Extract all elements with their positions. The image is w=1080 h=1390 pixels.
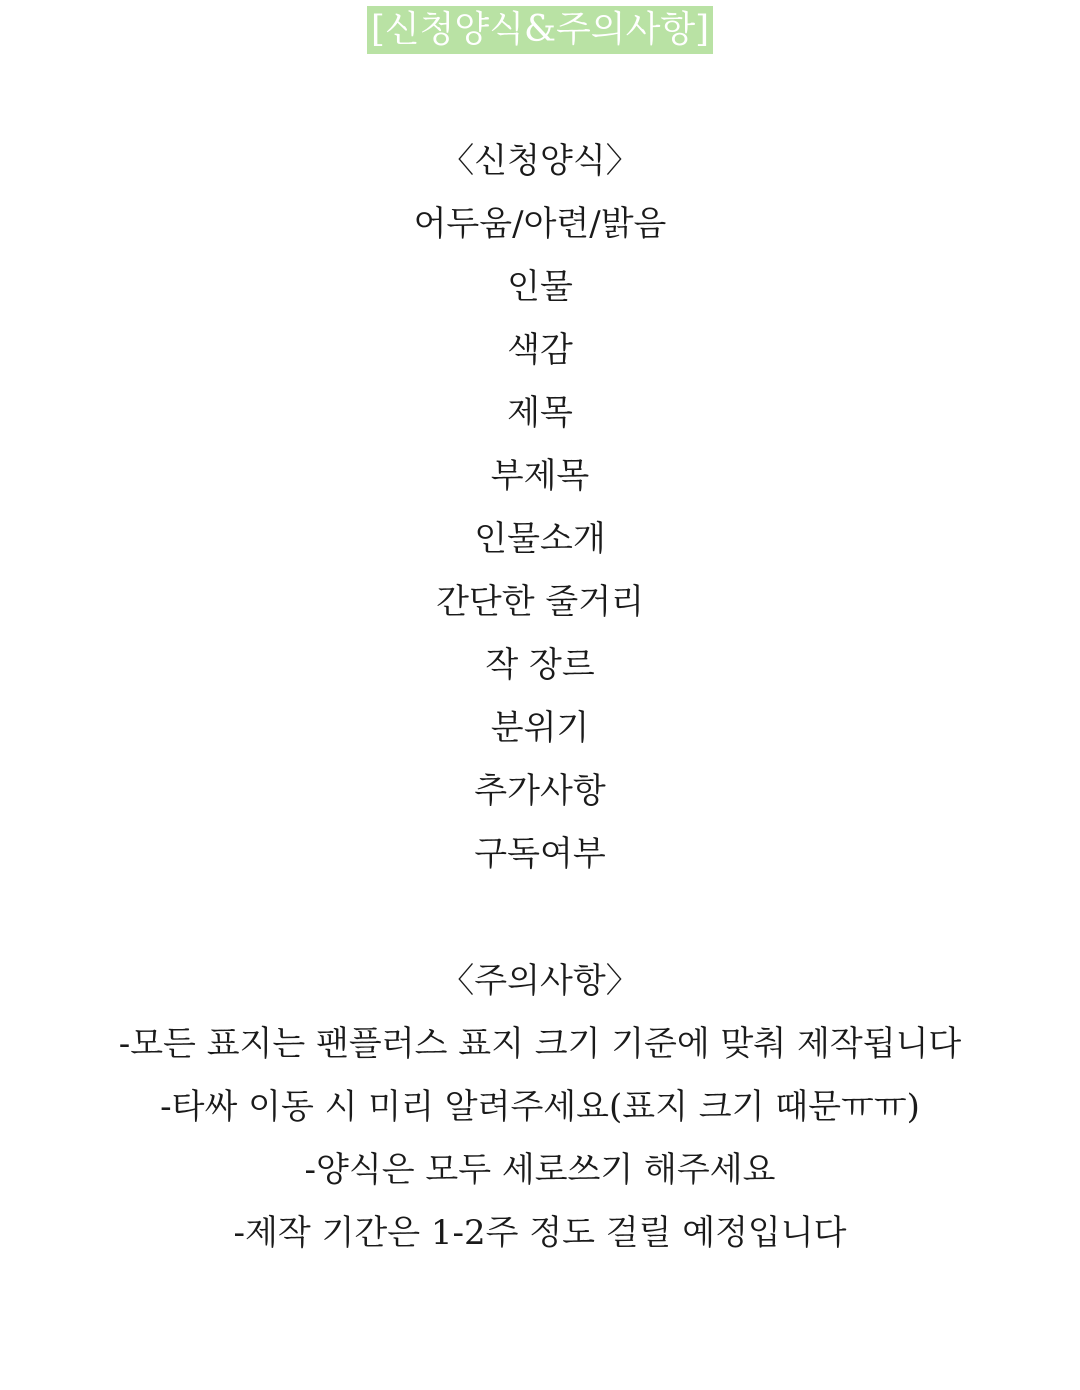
form-item-genre: 작 장르 <box>485 645 595 685</box>
form-item-character-intro: 인물소개 <box>474 519 606 559</box>
form-heading: 〈신청양식〉 <box>440 141 640 181</box>
form-item-subtitle: 부제목 <box>490 456 590 496</box>
form-item-synopsis: 간단한 줄거리 <box>436 582 644 622</box>
form-item-color: 색감 <box>507 330 573 370</box>
notice-item-duration: -제작 기간은 1-2주 정도 걸릴 예정입니다 <box>233 1213 847 1253</box>
form-section <box>0 130 1080 886</box>
form-item-subscription: 구독여부 <box>474 834 606 874</box>
form-item-mood: 어두움/아련/밝음 <box>413 204 667 244</box>
notice-section <box>0 950 1080 1265</box>
form-item-title: 제목 <box>507 393 573 433</box>
notice-heading: 〈주의사항〉 <box>440 961 640 1001</box>
page-title: [신청양식&주의사항] <box>367 6 713 54</box>
form-item-character: 인물 <box>507 267 573 307</box>
form-item-atmosphere: 분위기 <box>490 708 590 748</box>
form-item-extra: 추가사항 <box>474 771 606 811</box>
header <box>0 6 1080 54</box>
notice-item-transfer: -타싸 이동 시 미리 알려주세요(표지 크기 때문ㅠㅠ) <box>160 1087 920 1127</box>
notice-item-vertical: -양식은 모두 세로쓰기 해주세요 <box>304 1150 776 1190</box>
notice-item-size: -모든 표지는 팬플러스 표지 크기 기준에 맞춰 제작됩니다 <box>118 1024 962 1064</box>
